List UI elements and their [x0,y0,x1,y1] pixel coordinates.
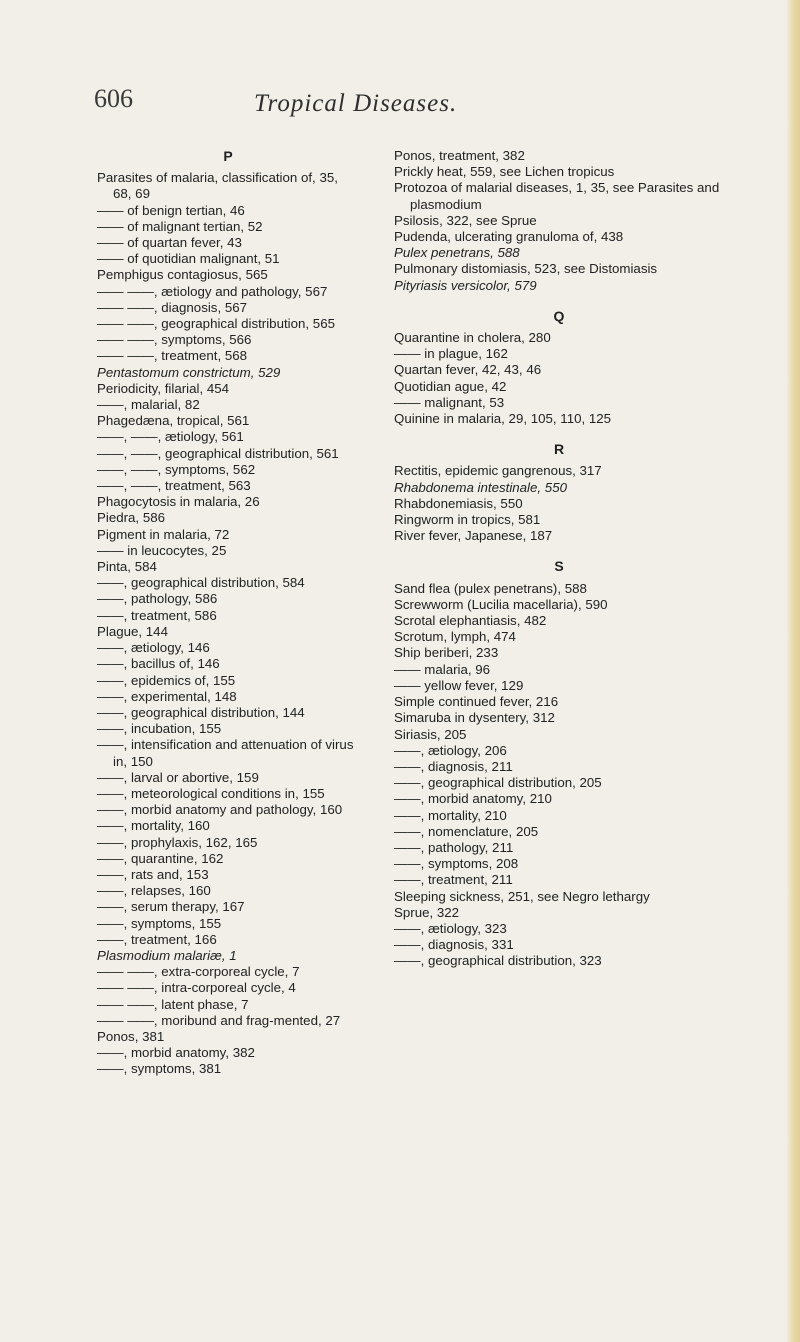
index-entry: ——, ——, ætiology, 561 [97,429,244,445]
section-letter: P [223,148,233,164]
index-entry: ——, diagnosis, 331 [394,937,514,953]
index-entry: Ponos, treatment, 382 [394,148,525,163]
index-entry: ——, incubation, 155 [97,721,222,737]
index-entry: ——, ——, symptoms, 562 [97,461,256,477]
index-entry: ——, experimental, 148 [97,688,237,704]
index-entry: —— ——, intra-corporeal cycle, 4 [97,980,296,996]
index-entry: ——, morbid anatomy, 210 [394,791,552,807]
index-entry: —— ——, geographical distribution, 565 [97,316,335,332]
index-entry: ——, ætiology, 146 [97,640,210,656]
index-entry: ——, symptoms, 381 [97,1061,222,1077]
index-entry: —— of malignant tertian, 52 [97,218,263,234]
index-entry: Pudenda, ulcerating granuloma of, 438 [394,229,624,245]
index-entry: Ringworm in tropics, 581 [394,512,541,528]
index-entry: ——, geographical distribution, 144 [97,704,305,720]
index-entry: ——, ætiology, 206 [394,742,507,758]
index-entry: Simaruba in dysentery, 312 [394,710,555,726]
index-entry: ——, morbid anatomy and pathology, 160 [97,802,343,818]
index-entry: Pigment in malaria, 72 [97,526,230,542]
index-entry: Scrotum, lymph, 474 [394,629,516,645]
running-title: Tropical Diseases. [254,90,458,117]
index-entry: ——, diagnosis, 211 [394,758,513,774]
index-entry: ——, ——, treatment, 563 [97,478,251,494]
index-entry: Scrotal elephantiasis, 482 [394,613,547,629]
index-entry: Phagocytosis in malaria, 26 [97,494,260,510]
index-entry: ——, epidemics of, 155 [97,672,236,688]
index-entry: Rhabdonemiasis, 550 [394,495,523,511]
index-entry: Prickly heat, 559, see Lichen tropicus [394,164,615,180]
index-entry: Ponos, 381 [97,1028,165,1044]
section-letter: R [553,441,565,458]
index-entry: Plague, 144 [97,623,168,639]
index-column-left [97,148,359,1078]
index-entry: ——, geographical distribution, 323 [394,953,602,969]
section-letter: S [554,558,564,575]
index-entry: ——, pathology, 211 [394,839,514,855]
index-column-right [394,148,724,970]
index-entry: —— ——, diagnosis, 567 [97,299,248,315]
index-entry: Quarantine in cholera, 280 [394,330,551,346]
index-entry: —— of quartan fever, 43 [97,235,242,251]
index-entry: Pinta, 584 [97,559,157,575]
index-entry: Rhabdonema intestinale, 550 [394,479,567,495]
section-gap [394,294,724,308]
index-entry: ——, meteorological conditions in, 155 [97,785,325,801]
index-entry: ——, larval or abortive, 159 [97,769,259,785]
index-entry: —— malignant, 53 [394,394,505,410]
index-entry: Rectitis, epidemic gangrenous, 317 [394,463,602,479]
index-entry: ——, pathology, 586 [97,591,218,607]
index-entry: ——, symptoms, 208 [394,856,519,872]
index-entry: Plasmodium malariæ, 1 [97,947,237,963]
section-letter: Q [553,307,565,324]
index-entry: River fever, Japanese, 187 [394,528,553,544]
index-entry: Piedra, 586 [97,510,166,526]
index-entry: ——, nomenclature, 205 [394,823,539,839]
index-entry: Quinine in malaria, 29, 105, 110, 125 [394,411,612,427]
index-entry: Pulmonary distomiasis, 523, see Distomiasis [394,261,658,277]
index-entry: Sand flea (pulex penetrans), 588 [394,580,587,596]
index-entry: —— ——, ætiology and pathology, 567 [97,283,328,299]
index-entry: —— ——, latent phase, 7 [97,996,249,1012]
index-entry: —— malaria, 96 [394,661,491,677]
index-entry: ——, serum therapy, 167 [97,899,245,915]
index-entry: ——, mortality, 210 [394,807,507,823]
index-entry: —— of quotidian malignant, 51 [97,251,280,267]
index-entry: Pentastomum constrictum, 529 [97,364,281,380]
index-entry: Periodicity, filarial, 454 [97,380,230,396]
index-entry: Siriasis, 205 [394,726,467,742]
index-entry: ——, treatment, 211 [394,872,513,888]
index-entry: ——, ætiology, 323 [394,920,507,936]
index-entry: —— of benign tertian, 46 [97,202,245,218]
index-entry: —— ——, symptoms, 566 [97,332,252,348]
index-entry: Quartan fever, 42, 43, 46 [394,362,542,378]
index-entry: Sprue, 322 [394,904,460,920]
page-edge [786,0,800,1342]
index-entry: Sleeping sickness, 251, see Negro lethargy [394,888,650,904]
index-entry: ——, treatment, 586 [97,607,217,623]
index-entry: —— ——, extra-corporeal cycle, 7 [97,964,300,980]
index-entry: —— ——, treatment, 568 [97,348,248,364]
index-entry: Parasites of malaria, classification of, 35, 68, 69 [97,170,338,202]
index-entry: Ship beriberi, 233 [394,645,499,661]
index-entry: Pulex penetrans, 588 [394,245,520,261]
index-entry: ——, treatment, 166 [97,931,217,947]
index-entry: ——, geographical distribution, 584 [97,575,305,591]
index-entry: Screwworm (Lucilia macellaria), 590 [394,596,608,612]
index-entry: Pemphigus contagiosus, 565 [97,267,268,283]
index-entry: —— in leucocytes, 25 [97,542,227,558]
index-entry: —— ——, moribund and frag-mented, 27 [97,1012,341,1028]
index-entry: ——, ——, geographical distribution, 561 [97,445,339,461]
index-entry: ——, bacillus of, 146 [97,656,220,672]
index-entry: Pityriasis versicolor, 579 [394,277,537,293]
index-entry: ——, symptoms, 155 [97,915,222,931]
section-gap [394,427,724,441]
index-entry: ——, prophylaxis, 162, 165 [97,834,258,850]
index-entry: ——, intensification and attenuation of virus in, 150 [97,737,354,769]
index-entry: Simple continued fever, 216 [394,694,559,710]
index-entry: Protozoa of malarial diseases, 1, 35, see Parasites and plasmodium [394,180,720,212]
index-entry: ——, mortality, 160 [97,818,210,834]
index-entry: ——, rats and, 153 [97,866,209,882]
index-entry: Psilosis, 322, see Sprue [394,212,537,228]
index-entry: ——, relapses, 160 [97,883,211,899]
index-entry: ——, quarantine, 162 [97,850,224,866]
page-header [0,84,800,124]
page-number: 606 [94,84,133,113]
index-entry: —— in plague, 162 [394,346,508,362]
index-entry: ——, morbid anatomy, 382 [97,1045,255,1061]
index-entry: Quotidian ague, 42 [394,378,507,394]
section-gap [394,544,724,558]
index-entry: Phagedæna, tropical, 561 [97,413,250,429]
index-entry: ——, geographical distribution, 205 [394,775,602,791]
index-entry: ——, malarial, 82 [97,397,200,413]
index-entry: —— yellow fever, 129 [394,677,524,693]
